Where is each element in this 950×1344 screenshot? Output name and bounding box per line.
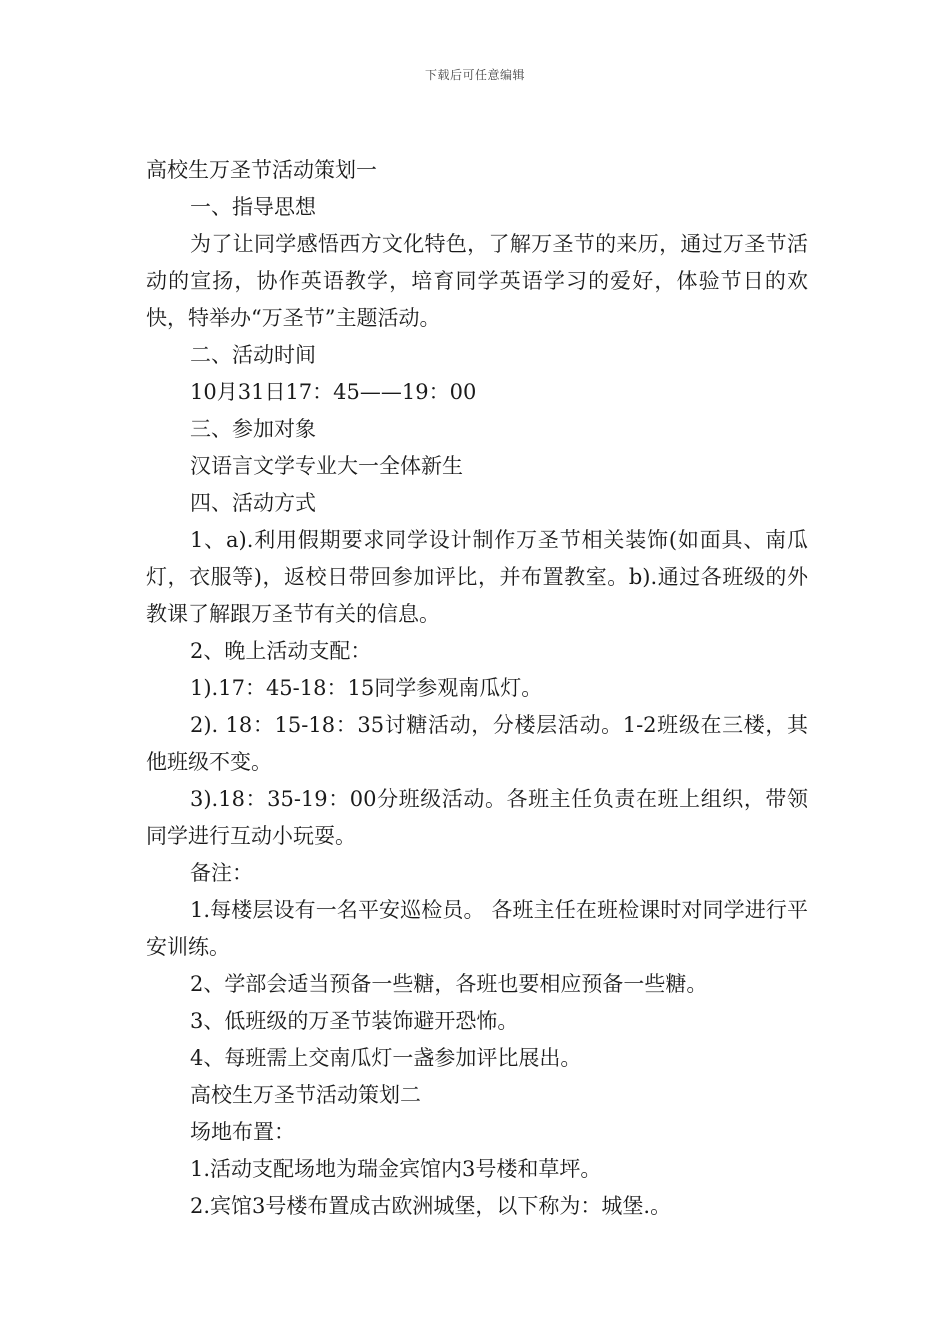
notes-heading: 备注： (190, 861, 253, 885)
list-item: 1.活动支配场地为瑞金宾馆内3号楼和草坪。 (190, 1157, 602, 1181)
list-item: 2、晚上活动支配： (190, 639, 372, 663)
paragraph: 为了让同学感悟西方文化特色，了解万圣节的来历，通过万圣节活动的宣扬，协作英语教学，培育同学英语学习的爱好，体验节日的欢快，特举办“万圣节”主题活动。 (146, 232, 808, 330)
section-heading: 场地布置： (190, 1120, 295, 1144)
list-item: 2.宾馆3号楼布置成古欧洲城堡，以下称为：城堡.。 (190, 1194, 672, 1218)
note-item: 1.每楼层设有一名平安巡检员。 各班主任在班检课时对同学进行平安训练。 (146, 898, 808, 959)
schedule-item: 3).18：35-19：00分班级活动。各班主任负责在班上组织，带领同学进行互动小玩耍。 (146, 787, 808, 848)
section-heading: 二、活动时间 (190, 343, 316, 367)
schedule-item: 1).17：45-18：15同学参观南瓜灯。 (190, 676, 543, 700)
section-heading: 一、指导思想 (190, 195, 316, 219)
document-body (146, 152, 808, 1225)
note-item: 3、低班级的万圣节装饰避开恐怖。 (190, 1009, 519, 1033)
page-header: 下载后可任意编辑 (424, 68, 525, 82)
section-heading: 四、活动方式 (190, 491, 316, 515)
paragraph: 汉语言文学专业大一全体新生 (190, 454, 463, 478)
list-item: 1、a).利用假期要求同学设计制作万圣节相关装饰(如面具、南瓜灯，衣服等)，返校日带回参加评比，并布置教室。b).通过各班级的外教课了解跟万圣节有关的信息。 (146, 528, 808, 626)
document-subtitle: 高校生万圣节活动策划二 (190, 1083, 421, 1107)
schedule-item: 2). 18：15-18：35讨糖活动，分楼层活动。1-2班级在三楼，其他班级不变。 (146, 713, 808, 774)
document-title: 高校生万圣节活动策划一 (146, 158, 377, 182)
section-heading: 三、参加对象 (190, 417, 316, 441)
note-item: 4、每班需上交南瓜灯一盏参加评比展出。 (190, 1046, 582, 1070)
note-item: 2、学部会适当预备一些糖，各班也要相应预备一些糖。 (190, 972, 708, 996)
paragraph: 10月31日17：45——19：00 (190, 380, 477, 404)
